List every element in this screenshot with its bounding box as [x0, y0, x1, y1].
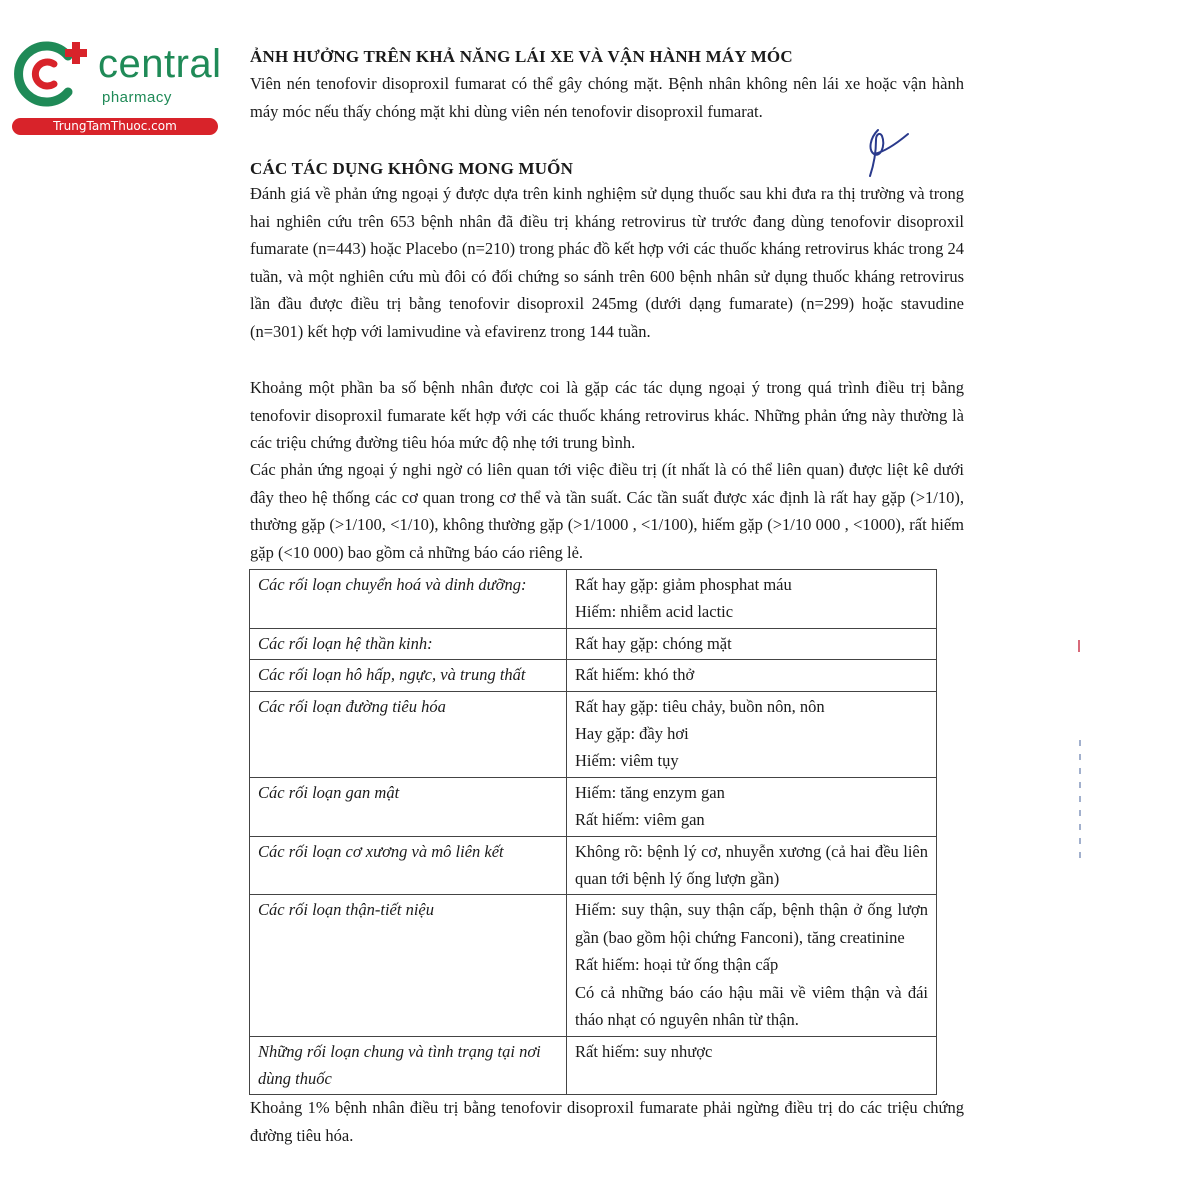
organ-system-cell: Các rối loạn hô hấp, ngực, và trung thất — [250, 660, 567, 691]
brand-name: central — [98, 42, 222, 86]
effects-cell — [567, 895, 937, 1036]
effect-line: Hay gặp: đầy hơi — [575, 724, 689, 744]
effect-line: Không rõ: bệnh lý cơ, nhuyễn xương (cả hai đều liên quan tới bệnh lý ống lượn gần) — [575, 841, 928, 889]
table-row — [250, 691, 937, 777]
effect-line: Rất hay gặp: giảm phosphat máu — [575, 575, 792, 594]
effect-line: Rất hiếm: suy nhược — [575, 1041, 713, 1061]
effect-line: Có cả những báo cáo hậu mãi về viêm thận và đái tháo nhạt có nguyên nhân từ thận. — [575, 982, 928, 1030]
organ-system-cell: Các rối loạn gan mật — [250, 777, 567, 836]
discontinuation-note: Khoảng 1% bệnh nhân điều trị bằng tenofovir disoproxil fumarate phải ngừng điều trị do các triệu chứng đường tiêu hóa. — [250, 1098, 964, 1145]
side-effects-paragraph-2: Khoảng một phần ba số bệnh nhân được coi là gặp các tác dụng ngoại ý trong quá trình điều trị bằng tenofovir disoproxil fumarate kết hợp với các thuốc kháng retrovirus khác. Những phản ứng này thường là các triệu chứng đường tiêu hóa mức độ nhẹ tới trung bình. — [250, 378, 964, 453]
adverse-effects-table-body — [250, 570, 937, 1095]
organ-system-cell: Các rối loạn hệ thần kinh: — [250, 628, 567, 659]
table-row — [250, 777, 937, 836]
effects-cell — [567, 628, 937, 659]
effect-line: Hiếm: nhiễm acid lactic — [575, 602, 734, 622]
table-row — [250, 660, 937, 691]
side-effects-paragraph-1: Đánh giá về phản ứng ngoại ý được dựa trên kinh nghiệm sử dụng thuốc sau khi đưa ra thị trường và trong hai nghiên cứu trên 653 bệnh nhân đã điều trị kháng retrovirus từ trước đang dùng tenofovir disoproxil fumarate (n=443) hoặc Placebo (n=210) trong phác đồ kết hợp với các thuốc kháng retrovirus khác trong 24 tuần, và một nghiên cứu mù đôi có đối chứng so sánh trên 600 bệnh nhân sử dụng thuốc kháng retrovirus lần đầu được điều trị bằng tenofovir disoproxil 245mg (dưới dạng fumarate) (n=299) hoặc stavudine (n=301) kết hợp với lamivudine và efavirenz trong 144 tuần. — [250, 184, 964, 341]
effects-cell — [567, 1036, 937, 1095]
effect-line: Rất hiếm: khó thở — [575, 665, 695, 685]
effect-line: Rất hay gặp: tiêu chảy, buồn nôn, nôn — [575, 696, 825, 716]
scan-artifact-stamp — [1075, 740, 1085, 870]
table-row — [250, 1036, 937, 1095]
scan-artifact-mark — [1075, 640, 1083, 654]
adverse-effects-table — [249, 569, 937, 1095]
effect-line: Hiếm: suy thận, suy thận cấp, bệnh thận ở ống lượn gần (bao gồm hội chứng Fanconi), tăng creatinine — [575, 900, 928, 947]
organ-system-cell: Các rối loạn thận-tiết niệu — [250, 895, 567, 1036]
driving-paragraph: Viên nén tenofovir disoproxil fumarat có thể gây chóng mặt. Bệnh nhân không nên lái xe hoặc vận hành máy móc nếu thấy chóng mặt khi dùng viên nén tenofovir disoproxil fumarat. — [250, 74, 964, 121]
brand-subtitle: pharmacy — [102, 89, 172, 106]
pharmacy-cross-logo-icon — [10, 40, 96, 112]
table-row — [250, 570, 937, 629]
effects-cell — [567, 777, 937, 836]
effect-line: Rất hay gặp: chóng mặt — [575, 633, 732, 653]
effect-line: Rất hiếm: hoại tử ống thận cấp — [575, 955, 779, 975]
section-heading-driving: ẢNH HƯỞNG TRÊN KHẢ NĂNG LÁI XE VÀ VẬN HÀNH MÁY MÓC — [250, 47, 793, 66]
effects-cell — [567, 836, 937, 895]
table-row — [250, 628, 937, 659]
table-row — [250, 895, 937, 1036]
organ-system-cell: Các rối loạn chuyển hoá và dinh dưỡng: — [250, 570, 567, 629]
central-pharmacy-logo — [10, 38, 222, 138]
organ-system-cell: Các rối loạn cơ xương và mô liên kết — [250, 836, 567, 895]
effects-cell — [567, 691, 937, 777]
website-ribbon: TrungTamThuoc.com — [12, 118, 218, 135]
side-effects-paragraph-3: Các phản ứng ngoại ý nghi ngờ có liên quan tới việc điều trị (ít nhất là có thể liên quan) được liệt kê dưới đây theo hệ thống các cơ quan trong cơ thể và tần suất. Các tần suất được xác định là rất hay gặp (>1/10), thường gặp (>1/100, <1/10), không thường gặp (>1/1000 , <1/100), hiếm gặp (>1/10 000 , <1000), rất hiếm gặp (<10 000) bao gồm cả những báo cáo riêng lẻ. — [250, 460, 964, 562]
effect-line: Hiếm: tăng enzym gan — [575, 782, 725, 802]
effect-line: Rất hiếm: viêm gan — [575, 810, 705, 830]
organ-system-cell: Các rối loạn đường tiêu hóa — [250, 691, 567, 777]
table-row — [250, 836, 937, 895]
organ-system-cell: Những rối loạn chung và tình trạng tại nơi dùng thuốc — [250, 1036, 567, 1095]
effects-cell — [567, 660, 937, 691]
effect-line: Hiếm: viêm tụy — [575, 751, 679, 771]
effects-cell — [567, 570, 937, 629]
section-heading-side-effects: CÁC TÁC DỤNG KHÔNG MONG MUỐN — [250, 159, 574, 178]
